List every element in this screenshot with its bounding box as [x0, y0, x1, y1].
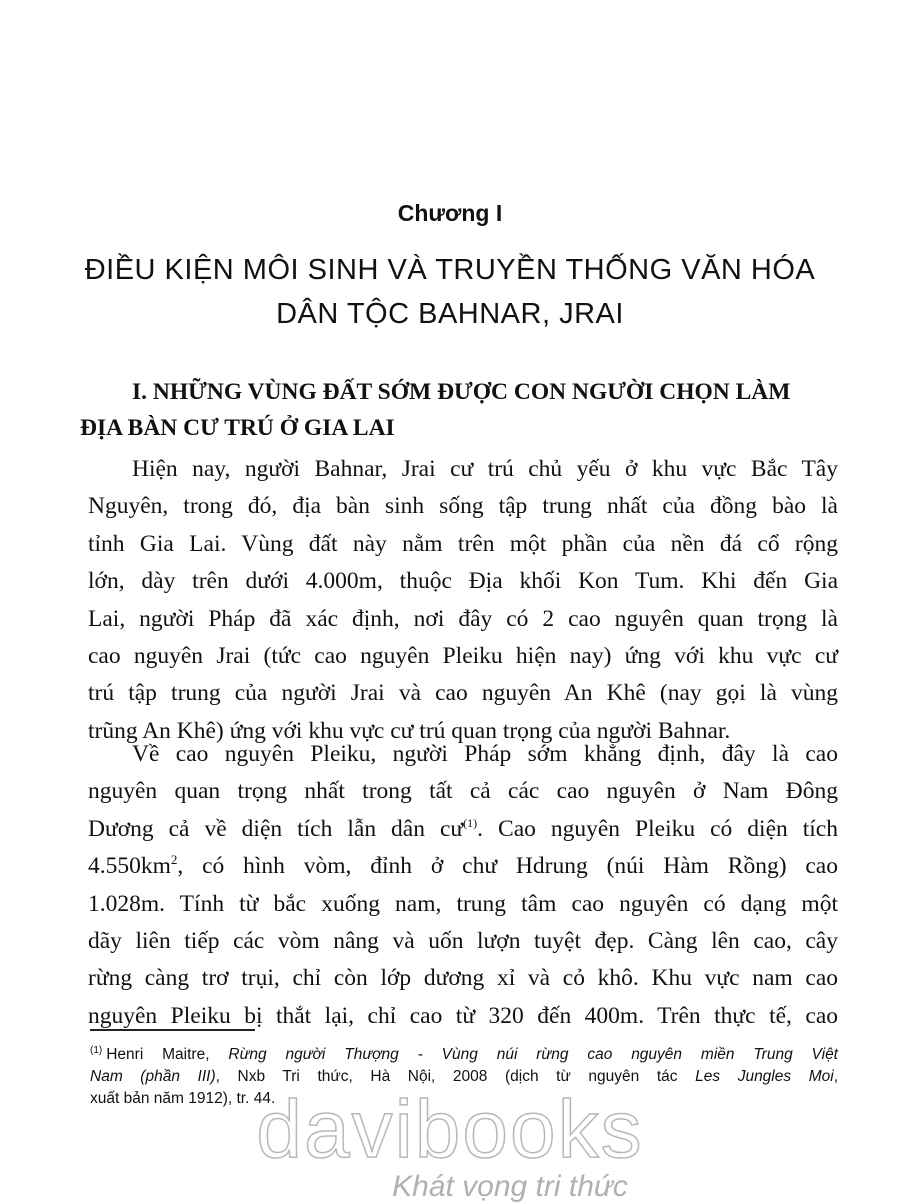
- chapter-title: [60, 248, 840, 336]
- footnote-line: xuất bản năm 1912), tr. 44.: [90, 1090, 276, 1108]
- paragraph-line: tỉnh Gia Lai. Vùng đất này nằm trên một phần của nền đá cổ rộng: [88, 530, 838, 557]
- footnote-ref-marker[interactable]: (1): [463, 815, 478, 830]
- chapter-title-line: DÂN TỘC BAHNAR, JRAI: [276, 298, 624, 330]
- footnote-author: Henri Maitre,: [106, 1046, 229, 1064]
- footnote-punct: ,: [833, 1068, 838, 1086]
- paragraph-2: [88, 736, 838, 1035]
- footnote-divider: [90, 1029, 255, 1031]
- paragraph-line: Nguyên, trong đó, địa bàn sinh sống tập trung nhất của đồng bào là: [88, 493, 838, 520]
- paragraph-line: 1.028m. Tính từ bắc xuống nam, trung tâm cao nguyên có dạng một: [88, 890, 838, 917]
- paragraph-line: nguyên Pleiku bị thắt lại, chỉ cao từ 320 đến 400m. Trên thực tế, cao: [88, 1002, 838, 1029]
- paragraph-line: nguyên quan trọng nhất trong tất cả các cao nguyên ở Nam Đông: [88, 778, 838, 805]
- paragraph-line: Hiện nay, người Bahnar, Jrai cư trú chủ yếu ở khu vực Bắc Tây: [132, 456, 838, 482]
- paragraph-line-part: , có hình vòm, đỉnh ở chư Hdrung (núi Hàm Rồng) cao: [177, 853, 838, 880]
- footnote-original-title: Les Jungles Moi: [695, 1068, 834, 1086]
- paragraph-line-part: . Cao nguyên Pleiku có diện tích: [477, 815, 838, 842]
- section-heading: [80, 374, 840, 446]
- paragraph-line: lớn, dày trên dưới 4.000m, thuộc Địa khối Kon Tum. Khi đến Gia: [88, 568, 838, 595]
- footnote-line: [90, 1040, 838, 1066]
- paragraph-line: trú tập trung của người Jrai và cao nguyên An Khê (nay gọi là vùng: [88, 680, 838, 707]
- superscript: 2: [170, 852, 178, 868]
- chapter-label: Chương I: [397, 200, 503, 226]
- section-heading-line: I. NHỮNG VÙNG ĐẤT SỚM ĐƯỢC CON NGƯỜI CHỌN LÀM: [132, 379, 791, 405]
- paragraph-line-with-superscript: [88, 848, 838, 885]
- footnote-marker: (1): [90, 1045, 103, 1056]
- section-heading-line: ĐỊA BÀN CƯ TRÚ Ở GIA LAI: [80, 415, 395, 441]
- watermark-logo: davibooks: [256, 1084, 644, 1175]
- paragraph-line: Lai, người Pháp đã xác định, nơi đây có 2 cao nguyên quan trọng là: [88, 605, 838, 632]
- paragraph-line-with-ref: [88, 811, 838, 848]
- footnote-title: Nam (phần III): [90, 1068, 216, 1086]
- footnote-title: Rừng người Thượng - Vùng núi rừng cao nguyên miền Trung Việt: [228, 1046, 838, 1064]
- watermark: [0, 1084, 900, 1204]
- paragraph-line: rừng càng trơ trụi, chỉ còn lớp dương xỉ và cỏ khô. Khu vực nam cao: [88, 965, 838, 992]
- paragraph-line-part: 4.550km: [88, 853, 171, 880]
- paragraph-1: [88, 451, 838, 750]
- chapter-title-line: ĐIỀU KIỆN MÔI SINH VÀ TRUYỀN THỐNG VĂN HÓA: [84, 254, 816, 286]
- paragraph-line: trũng An Khê) ứng với khu vực cư trú quan trọng của người Bahnar.: [88, 717, 731, 744]
- paragraph-line: cao nguyên Jrai (tức cao nguyên Pleiku hiện nay) ứng với khu vực cư: [88, 643, 838, 670]
- watermark-tagline: Khát vọng tri thức: [392, 1170, 628, 1203]
- footnote-publisher: , Nxb Tri thức, Hà Nội, 2008 (dịch từ nguyên tác: [215, 1068, 696, 1086]
- paragraph-line-part: Dương cả về diện tích lẫn dân cư: [88, 815, 464, 842]
- paragraph-line: dãy liên tiếp các vòm nâng và uốn lượn tuyệt đẹp. Càng lên cao, cây: [88, 928, 838, 955]
- paragraph-line: Về cao nguyên Pleiku, người Pháp sớm khẳng định, đây là cao: [132, 741, 838, 767]
